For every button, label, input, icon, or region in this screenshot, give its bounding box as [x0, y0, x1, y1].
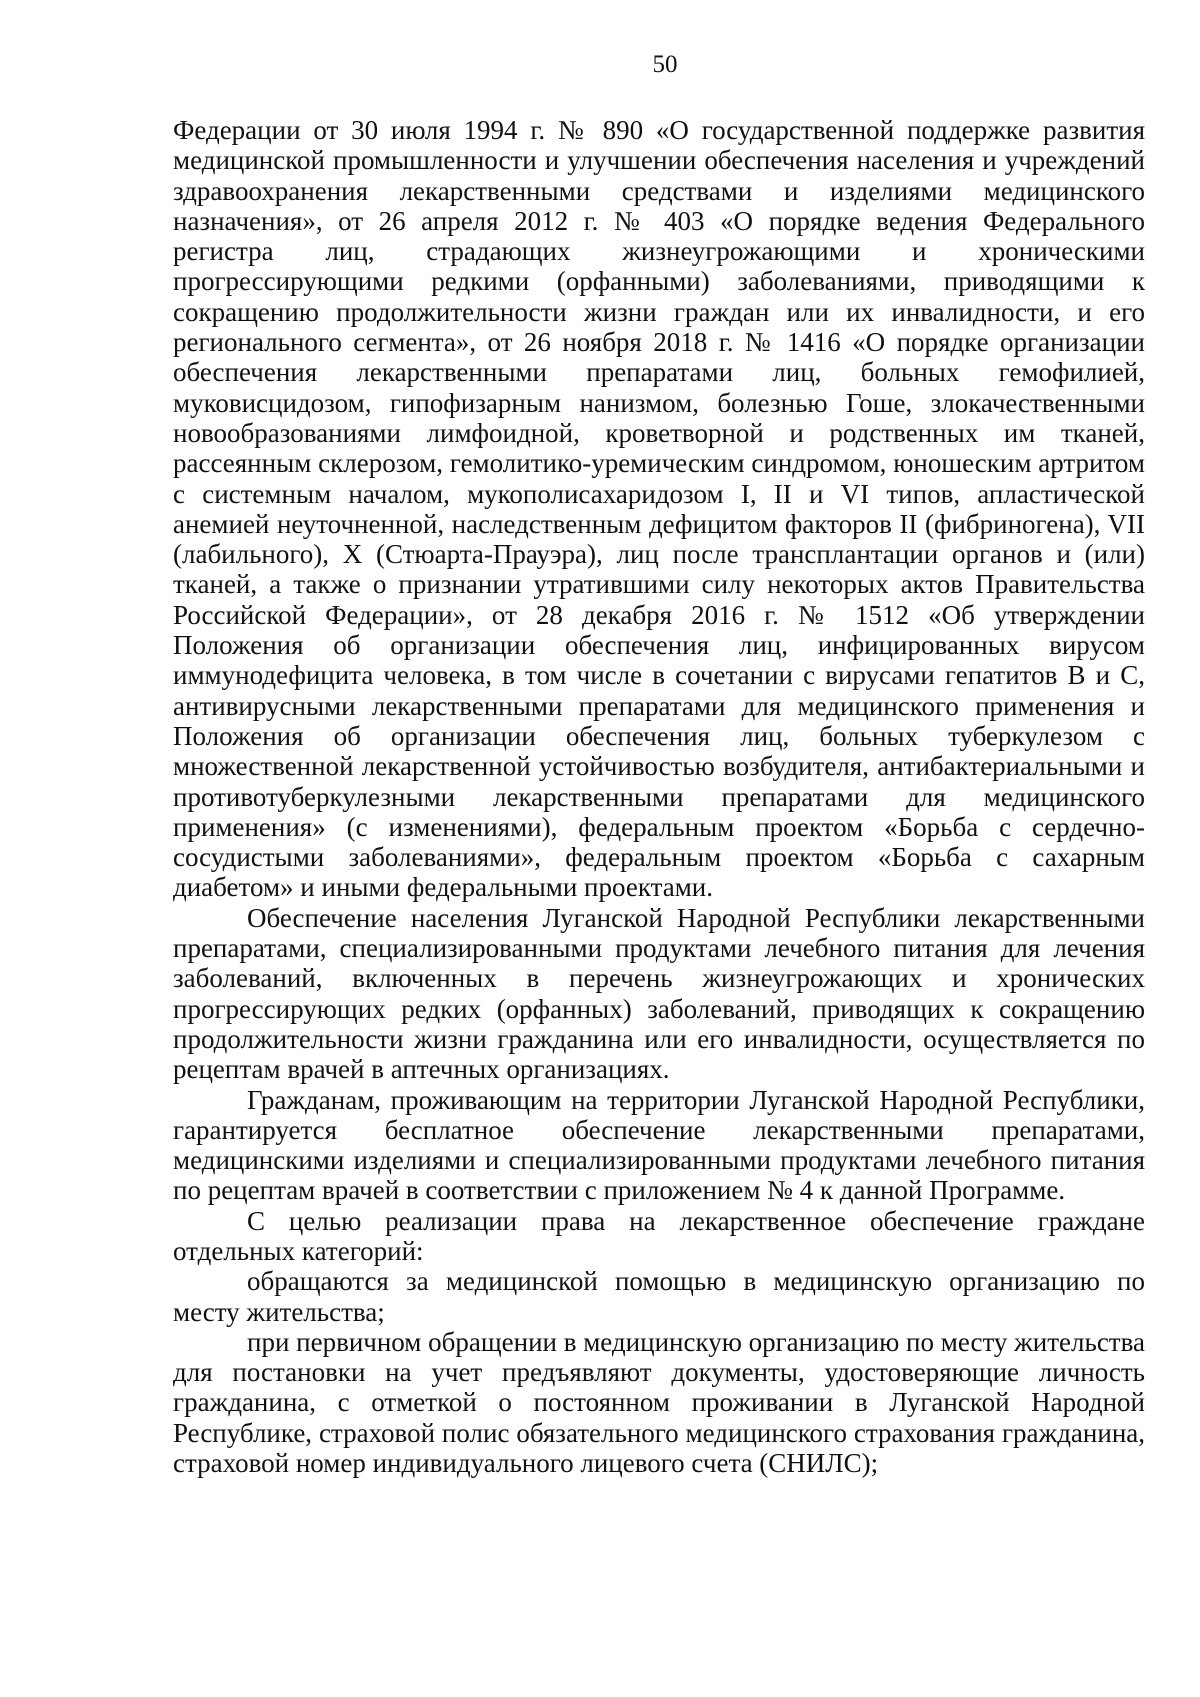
- paragraph-orphan-drug-provision: Обеспечение населения Луганской Народной Республики лекарственными препаратами, специализированными продуктами лечебного питания для лечения заболеваний, включенных в перечень жизнеугрожающих и хронических прогрессирующих редких (орфанных) заболеваний, приводящих к сокращению продолжительности жизни гражданина или его инвалидности, осуществляется по рецептам врачей в аптечных организациях.: [173, 902, 1145, 1085]
- paragraph-registration-documents: при первичном обращении в медицинскую организацию по месту жительства для постановки на учет предъявляют документы, удостоверяющие личность гражданина, с отметкой о постоянном проживании в Луганской Народной Республике, страховой полис обязательного медицинского страхования гражданина, страховой номер индивидуального лицевого счета (СНИЛС);: [173, 1326, 1145, 1479]
- paragraph-citizen-categories: С целью реализации права на лекарственное обеспечение граждане отдельных категорий:: [173, 1205, 1145, 1266]
- paragraph-free-provision-guarantee: Гражданам, проживающим на территории Луганской Народной Республики, гарантируется бесплатное обеспечение лекарственными препаратами, медицинскими изделиями и специализированными продуктами лечебного питания по рецептам врачей в соответствии с приложением № 4 к данной Программе.: [173, 1084, 1145, 1206]
- paragraph-decree-list: Федерации от 30 июля 1994 г. № 890 «О государственной поддержке развития медицинской промышленности и улучшении обеспечения населения и учреждений здравоохранения лекарственными средствами и изделиями медицинского назначения», от 26 апреля 2012 г. № 403 «О порядке ведения Федерального регистра лиц, страдающих жизнеугрожающими и хроническими прогрессирующими редкими (орфанными) заболеваниями, приводящими к сокращению продолжительности жизни граждан или их инвалидности, и его регионального сегмента», от 26 ноября 2018 г. № 1416 «О порядке организации обеспечения лекарственными препаратами лиц, больных гемофилией, муковисцидозом, гипофизарным нанизмом, болезнью Гоше, злокачественными новообразованиями лимфоидной, кроветворной и родственных им тканей, рассеянным склерозом, гемолитико-уремическим синдромом, юношеским артритом с системным началом, мукополисахаридозом I, II и VI типов, апластической анемией неуточненной, наследственным дефицитом факторов II (фибриногена), VII (лабильного), X (Стюарта-Прауэра), лиц после трансплантации органов и (или) тканей, а также о признании утратившими силу некоторых актов Правительства Российской Федерации», от 28 декабря 2016 г. № 1512 «Об утверждении Положения об организации обеспечения лиц, инфицированных вирусом иммунодефицита человека, в том числе в сочетании с вирусами гепатитов B и C, антивирусными лекарственными препаратами для медицинского применения и Положения об организации обеспечения лиц, больных туберкулезом с множественной лекарственной устойчивостью возбудителя, антибактериальными и противотуберкулезными лекарственными препаратами для медицинского применения» (с изменениями), федеральным проектом «Борьба с сердечно-сосудистыми заболеваниями», федеральным проектом «Борьба с сахарным диабетом» и иными федеральными проектами.: [173, 115, 1145, 903]
- paragraph-apply-to-organization: обращаются за медицинской помощью в медицинскую организацию по месту жительства;: [173, 1266, 1145, 1327]
- document-body: [173, 115, 1145, 1478]
- page-number: 50: [652, 51, 678, 78]
